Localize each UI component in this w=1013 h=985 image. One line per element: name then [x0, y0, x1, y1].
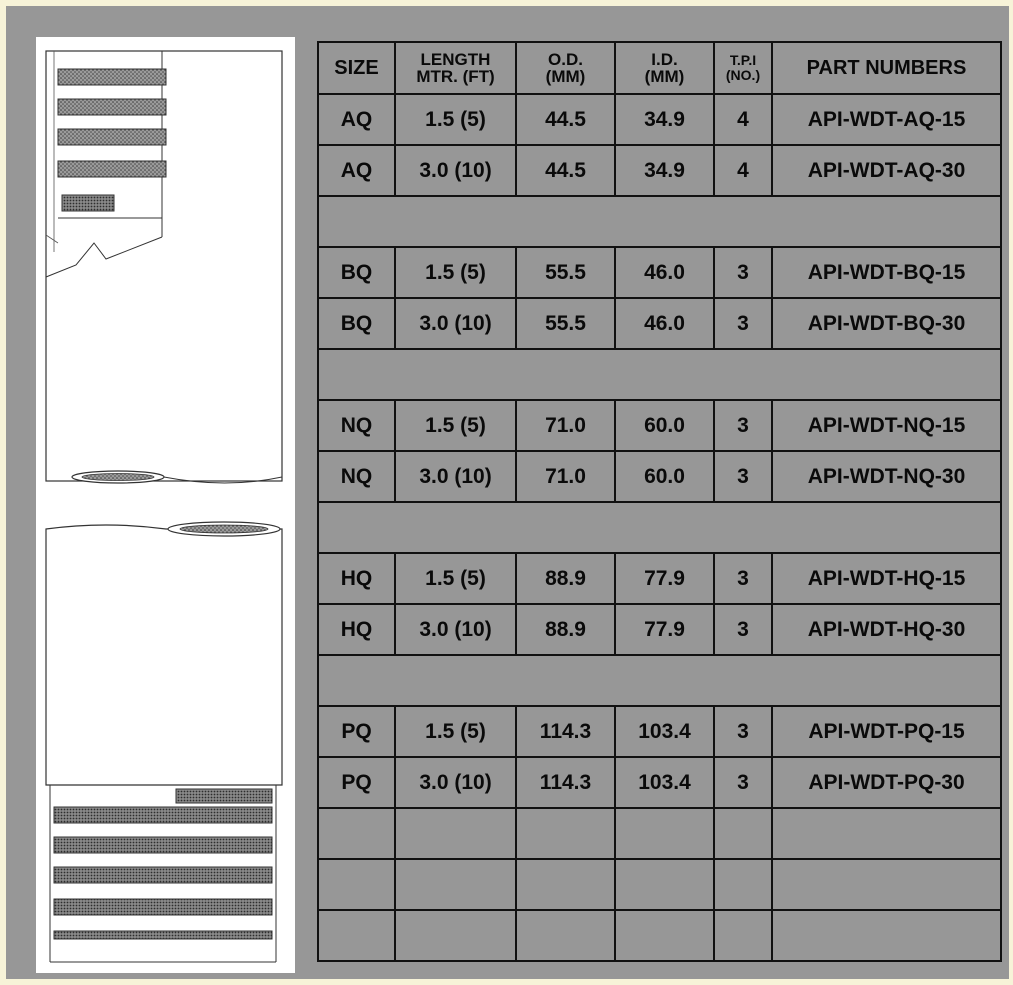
od-cell: 44.5 [516, 145, 615, 196]
id-cell: 103.4 [615, 757, 714, 808]
od-cell: 71.0 [516, 400, 615, 451]
empty-cell [516, 910, 615, 961]
id-cell: 34.9 [615, 145, 714, 196]
length-cell: 1.5 (5) [395, 706, 516, 757]
tpi-cell: 3 [714, 247, 772, 298]
part-number-cell: API-WDT-PQ-30 [772, 757, 1001, 808]
empty-cell [772, 910, 1001, 961]
length-cell: 3.0 (10) [395, 604, 516, 655]
id-cell: 77.9 [615, 604, 714, 655]
table-header-row [318, 42, 1001, 94]
empty-cell [772, 859, 1001, 910]
empty-cell [395, 859, 516, 910]
od-cell: 114.3 [516, 757, 615, 808]
separator-cell [318, 502, 1001, 553]
size-header: SIZE [318, 42, 395, 94]
od-header-line1: O.D. [548, 50, 583, 69]
od-cell: 88.9 [516, 604, 615, 655]
length-cell: 1.5 (5) [395, 553, 516, 604]
size-cell: PQ [318, 706, 395, 757]
tpi-cell: 3 [714, 706, 772, 757]
spec-table [317, 41, 1002, 962]
id-header-line2: (MM) [644, 67, 685, 86]
separator-row [318, 196, 1001, 247]
spec-sheet-panel [6, 6, 1009, 979]
table-row [318, 757, 1001, 808]
empty-row [318, 808, 1001, 859]
od-cell: 88.9 [516, 553, 615, 604]
part-number-cell: API-WDT-BQ-30 [772, 298, 1001, 349]
empty-cell [516, 859, 615, 910]
length-cell: 1.5 (5) [395, 247, 516, 298]
length-cell: 3.0 (10) [395, 757, 516, 808]
empty-row [318, 910, 1001, 961]
separator-cell [318, 349, 1001, 400]
part-number-cell: API-WDT-BQ-15 [772, 247, 1001, 298]
table-row [318, 298, 1001, 349]
od-header [516, 42, 615, 94]
length-header [395, 42, 516, 94]
table-row [318, 247, 1001, 298]
size-cell: AQ [318, 145, 395, 196]
tpi-cell: 3 [714, 298, 772, 349]
drill-rod-thread-drawing-icon [36, 37, 295, 973]
od-cell: 55.5 [516, 298, 615, 349]
table-row [318, 604, 1001, 655]
id-cell: 103.4 [615, 706, 714, 757]
table-row [318, 400, 1001, 451]
length-cell: 1.5 (5) [395, 400, 516, 451]
separator-cell [318, 196, 1001, 247]
size-cell: PQ [318, 757, 395, 808]
empty-cell [395, 808, 516, 859]
empty-cell [714, 859, 772, 910]
size-cell: NQ [318, 400, 395, 451]
table-row [318, 553, 1001, 604]
tpi-cell: 3 [714, 553, 772, 604]
part-number-cell: API-WDT-AQ-30 [772, 145, 1001, 196]
part-numbers-header: PART NUMBERS [772, 42, 1001, 94]
length-cell: 1.5 (5) [395, 94, 516, 145]
table-row [318, 145, 1001, 196]
part-number-cell: API-WDT-PQ-15 [772, 706, 1001, 757]
size-cell: HQ [318, 604, 395, 655]
tpi-header-line2: (NO.) [725, 67, 761, 83]
od-header-line2: (MM) [545, 67, 586, 86]
part-number-cell: API-WDT-HQ-30 [772, 604, 1001, 655]
part-number-cell: API-WDT-AQ-15 [772, 94, 1001, 145]
empty-cell [615, 808, 714, 859]
separator-row [318, 349, 1001, 400]
empty-cell [318, 910, 395, 961]
length-header-line2: MTR. (FT) [416, 67, 495, 86]
empty-cell [714, 910, 772, 961]
size-cell: HQ [318, 553, 395, 604]
id-cell: 46.0 [615, 298, 714, 349]
id-cell: 60.0 [615, 400, 714, 451]
id-cell: 77.9 [615, 553, 714, 604]
empty-cell [615, 910, 714, 961]
size-cell: AQ [318, 94, 395, 145]
length-cell: 3.0 (10) [395, 145, 516, 196]
tpi-cell: 3 [714, 451, 772, 502]
od-cell: 55.5 [516, 247, 615, 298]
empty-row [318, 859, 1001, 910]
empty-cell [318, 859, 395, 910]
table-row [318, 451, 1001, 502]
id-header [615, 42, 714, 94]
id-cell: 34.9 [615, 94, 714, 145]
tpi-cell: 3 [714, 604, 772, 655]
size-cell: BQ [318, 298, 395, 349]
od-cell: 71.0 [516, 451, 615, 502]
tpi-header [714, 42, 772, 94]
separator-cell [318, 655, 1001, 706]
tpi-header-line1: T.P.I [729, 52, 757, 68]
empty-cell [772, 808, 1001, 859]
tpi-cell: 4 [714, 94, 772, 145]
part-number-cell: API-WDT-NQ-30 [772, 451, 1001, 502]
tpi-cell: 3 [714, 400, 772, 451]
tpi-cell: 3 [714, 757, 772, 808]
od-cell: 114.3 [516, 706, 615, 757]
empty-cell [318, 808, 395, 859]
table-row [318, 706, 1001, 757]
empty-cell [395, 910, 516, 961]
part-number-cell: API-WDT-NQ-15 [772, 400, 1001, 451]
table-row [318, 94, 1001, 145]
id-header-line1: I.D. [651, 50, 678, 69]
length-cell: 3.0 (10) [395, 451, 516, 502]
tpi-cell: 4 [714, 145, 772, 196]
length-header-line1: LENGTH [420, 50, 491, 69]
part-number-cell: API-WDT-HQ-15 [772, 553, 1001, 604]
id-cell: 46.0 [615, 247, 714, 298]
separator-row [318, 502, 1001, 553]
separator-row [318, 655, 1001, 706]
size-cell: NQ [318, 451, 395, 502]
od-cell: 44.5 [516, 94, 615, 145]
empty-cell [714, 808, 772, 859]
id-cell: 60.0 [615, 451, 714, 502]
size-cell: BQ [318, 247, 395, 298]
empty-cell [516, 808, 615, 859]
length-cell: 3.0 (10) [395, 298, 516, 349]
empty-cell [615, 859, 714, 910]
